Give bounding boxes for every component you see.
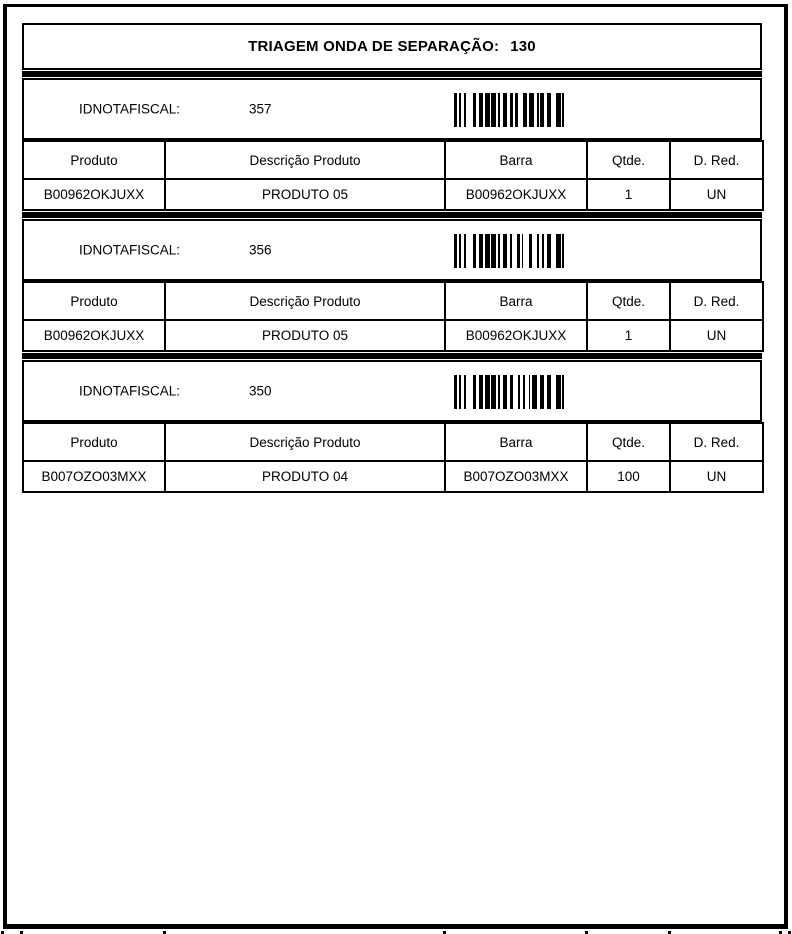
items-table xyxy=(22,422,764,493)
col-header-dred: D. Red. xyxy=(670,141,763,179)
col-header-produto: Produto xyxy=(23,141,165,179)
item-barra: B00962OKJUXX xyxy=(445,179,587,210)
item-descricao: PRODUTO 04 xyxy=(165,461,445,492)
col-header-barra: Barra xyxy=(445,282,587,320)
col-header-descricao: Descrição Produto xyxy=(165,282,445,320)
barcode-image xyxy=(454,93,568,127)
report-content xyxy=(22,23,762,493)
item-row xyxy=(23,461,763,492)
section-divider xyxy=(22,353,762,359)
item-qtde: 1 xyxy=(587,179,670,210)
col-header-barra: Barra xyxy=(445,141,587,179)
report-title-box xyxy=(22,23,762,70)
col-header-produto: Produto xyxy=(23,282,165,320)
idnotafiscal-value: 357 xyxy=(249,101,272,117)
items-table xyxy=(22,140,764,211)
item-barra: B00962OKJUXX xyxy=(445,320,587,351)
nota-section xyxy=(22,219,762,352)
col-header-qtde: Qtde. xyxy=(587,423,670,461)
items-header-row xyxy=(23,141,763,179)
item-dred: UN xyxy=(670,320,763,351)
section-divider xyxy=(22,71,762,77)
item-produto: B007OZO03MXX xyxy=(23,461,165,492)
item-dred: UN xyxy=(670,179,763,210)
col-header-dred: D. Red. xyxy=(670,282,763,320)
idnotafiscal-value: 350 xyxy=(249,383,272,399)
col-header-barra: Barra xyxy=(445,423,587,461)
col-header-dred: D. Red. xyxy=(670,423,763,461)
idnotafiscal-value: 356 xyxy=(249,242,272,258)
item-produto: B00962OKJUXX xyxy=(23,179,165,210)
nota-id-box xyxy=(22,78,762,140)
nota-id-box xyxy=(22,219,762,281)
col-header-descricao: Descrição Produto xyxy=(165,423,445,461)
item-barra: B007OZO03MXX xyxy=(445,461,587,492)
item-row xyxy=(23,179,763,210)
report-wave-number: 130 xyxy=(510,38,536,55)
report-title: TRIAGEM ONDA DE SEPARAÇÃO: xyxy=(248,38,500,55)
item-produto: B00962OKJUXX xyxy=(23,320,165,351)
col-header-produto: Produto xyxy=(23,423,165,461)
item-qtde: 100 xyxy=(587,461,670,492)
item-dred: UN xyxy=(670,461,763,492)
idnotafiscal-label: IDNOTAFISCAL: xyxy=(79,383,181,399)
items-table xyxy=(22,281,764,352)
idnotafiscal-label: IDNOTAFISCAL: xyxy=(79,242,181,258)
nota-section xyxy=(22,78,762,211)
nota-id-box xyxy=(22,360,762,422)
item-descricao: PRODUTO 05 xyxy=(165,320,445,351)
item-row xyxy=(23,320,763,351)
col-header-descricao: Descrição Produto xyxy=(165,141,445,179)
col-header-qtde: Qtde. xyxy=(587,282,670,320)
item-descricao: PRODUTO 05 xyxy=(165,179,445,210)
items-header-row xyxy=(23,282,763,320)
barcode-image xyxy=(454,375,568,409)
items-header-row xyxy=(23,423,763,461)
section-divider xyxy=(22,212,762,218)
idnotafiscal-label: IDNOTAFISCAL: xyxy=(79,101,181,117)
col-header-qtde: Qtde. xyxy=(587,141,670,179)
barcode-image xyxy=(454,234,568,268)
item-qtde: 1 xyxy=(587,320,670,351)
nota-section xyxy=(22,360,762,493)
